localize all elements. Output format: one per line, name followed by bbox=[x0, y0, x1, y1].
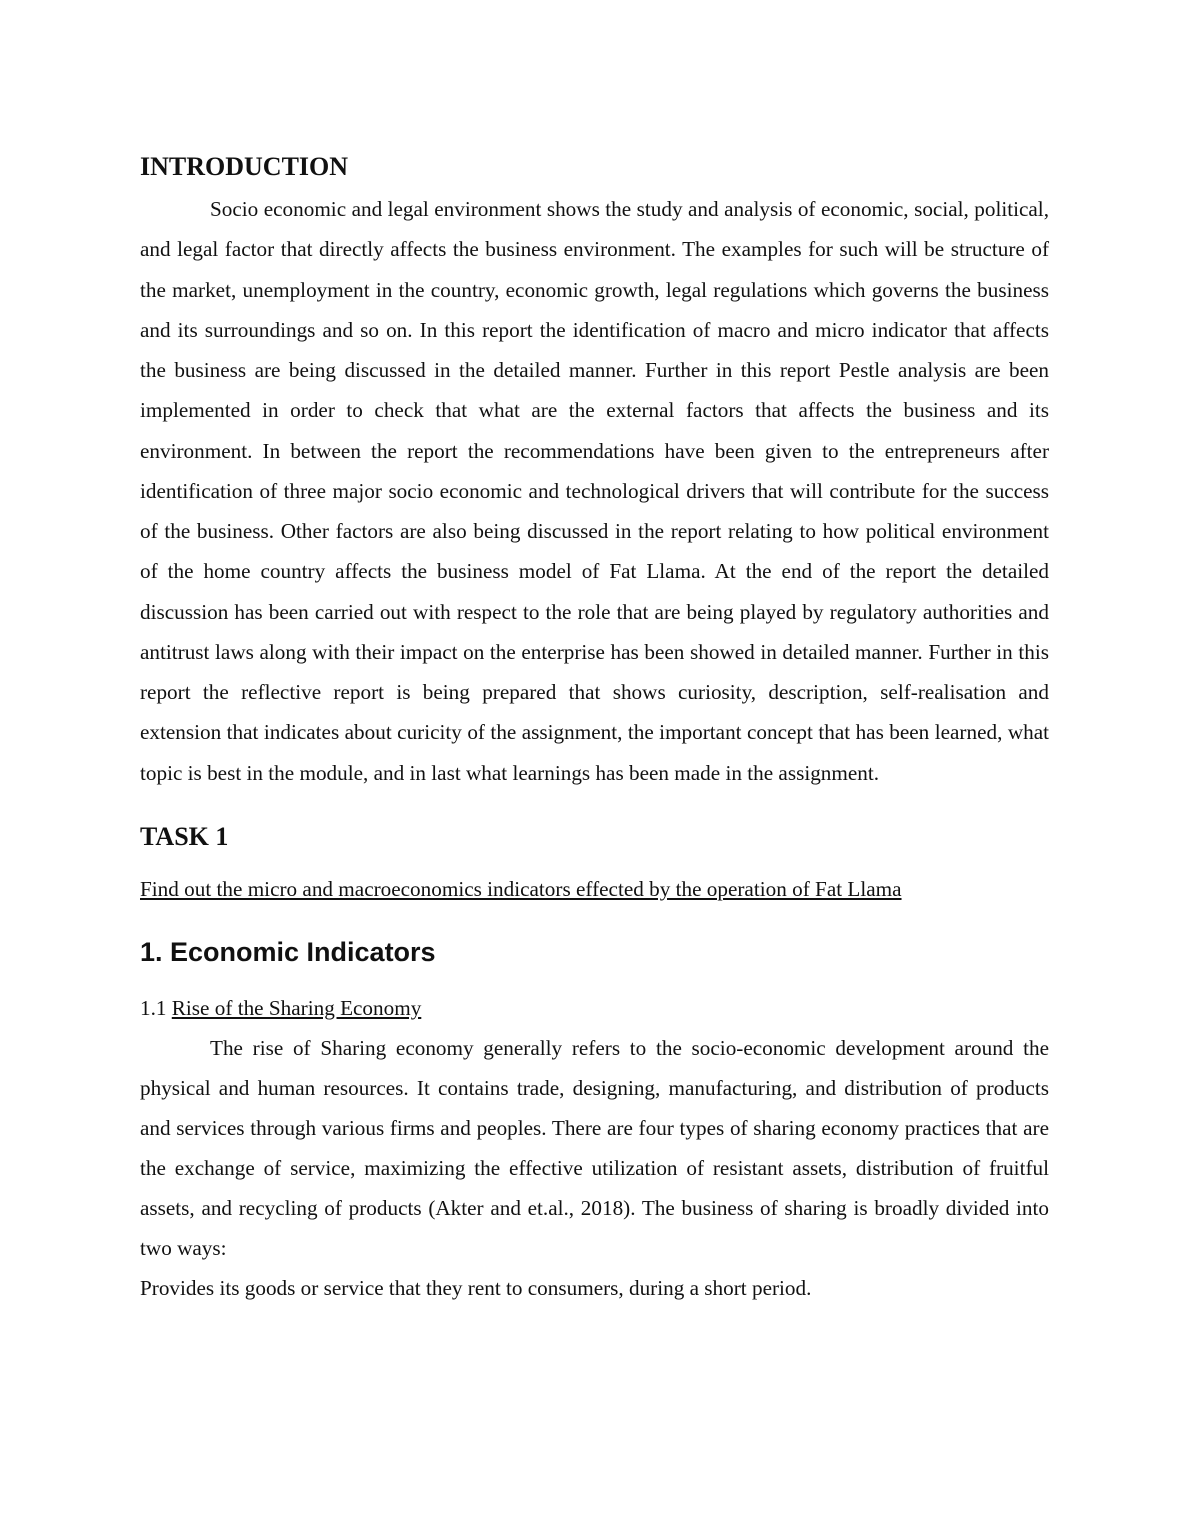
document-page bbox=[140, 148, 1049, 1308]
task-1-subtitle: Find out the micro and macroeconomics indicators effected by the operation of Fat Llama bbox=[140, 876, 902, 901]
economic-indicators-heading: 1. Economic Indicators bbox=[140, 936, 436, 967]
introduction-heading: INTRODUCTION bbox=[140, 152, 349, 181]
subsection-number: 1.1 bbox=[140, 995, 167, 1020]
task-1-heading: TASK 1 bbox=[140, 821, 229, 851]
subsection-heading bbox=[140, 988, 1049, 1028]
sharing-economy-paragraph: The rise of Sharing economy generally refers to the socio-economic development around the physical and human resources. It contains trade, designing, manufacturing, and distribution of products and services through various firms and peoples. There are four types of sharing economy practices that are the exchange of service, maximizing the effective utilization of resistant assets, distribution of fruitful assets, and recycling of products (Akter and et.al., 2018). The business of sharing is broadly divided into two ways: bbox=[140, 1035, 1049, 1261]
sharing-economy-line: Provides its goods or service that they rent to consumers, during a short period. bbox=[140, 1276, 812, 1301]
subsection-title: Rise of the Sharing Economy bbox=[171, 995, 422, 1020]
introduction-paragraph: Socio economic and legal environment shows the study and analysis of economic, social, political, and legal factor that directly affects the business environment. The examples for such will be structure of the market, unemployment in the country, economic growth, legal regulations which governs the business and its surroundings and so on. In this report the identification of macro and micro indicator that affects the business are being discussed in the detailed manner. Further in this report Pestle analysis are been implemented in order to check that what are the external factors that affects the business and its environment. In between the report the recommendations have been given to the entrepreneurs after identification of three major socio economic and technological drivers that will contribute for the success of the business. Other factors are also being discussed in the report relating to how political environment of the home country affects the business model of Fat Llama. At the end of the report the detailed discussion has been carried out with respect to the role that are being played by regulatory authorities and antitrust laws along with their impact on the enterprise has been showed in detailed manner. Further in this report the reflective report is being prepared that shows curiosity, description, self-realisation and extension that indicates about curicity of the assignment, the important concept that has been learned, what topic is best in the module, and in last what learnings has been made in the assignment. bbox=[140, 197, 1049, 785]
